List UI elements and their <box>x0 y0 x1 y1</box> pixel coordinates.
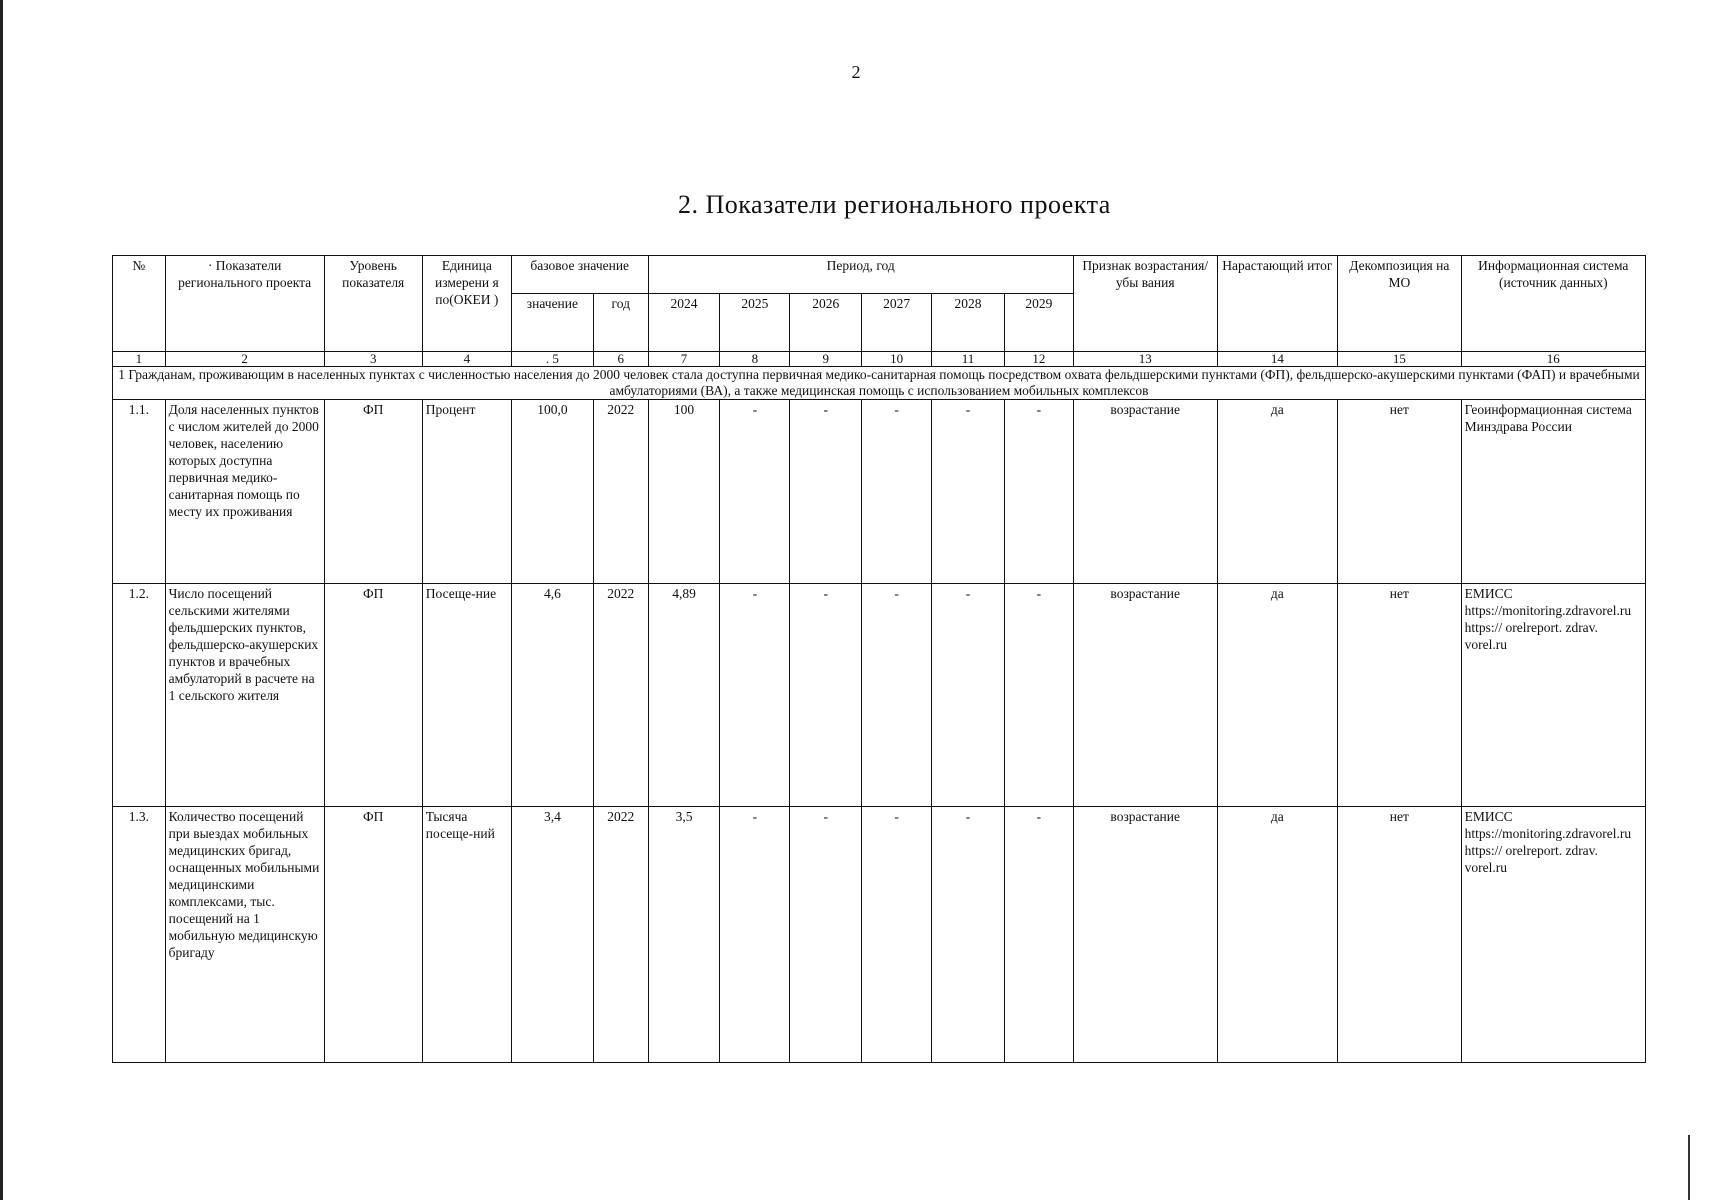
header-decomposition: Декомпозиция на МО <box>1338 256 1462 352</box>
header-level: Уровень показателя <box>324 256 422 352</box>
section-row <box>113 367 1646 400</box>
value-2024: 100 <box>648 400 720 584</box>
header-year-2026: 2026 <box>790 294 862 352</box>
header-year-2025: 2025 <box>720 294 790 352</box>
indicator-unit: Процент <box>422 400 511 584</box>
value-2025: - <box>720 400 790 584</box>
column-number: 9 <box>790 352 862 367</box>
page-title: 2. Показатели регионального проекта <box>678 190 1111 219</box>
column-number: 3 <box>324 352 422 367</box>
value-2029: - <box>1004 400 1073 584</box>
column-number: 12 <box>1004 352 1073 367</box>
column-number: 8 <box>720 352 790 367</box>
indicator-name: Число посещений сельскими жителями фельдшерских пунктов, фельдшерско-акушерских пунктов и врачебных амбулаторий в расчете на 1 сельского жителя <box>165 584 324 807</box>
indicator-name: Доля населенных пунктов с числом жителей до 2000 человек, населению которых доступна первичная медико-санитарная помощь по месту их проживания <box>165 400 324 584</box>
header-unit: Единица измерени я по(ОКЕИ ) <box>422 256 511 352</box>
value-2027: - <box>862 807 932 1063</box>
value-2026: - <box>790 807 862 1063</box>
value-2027: - <box>862 400 932 584</box>
row-number: 1.3. <box>113 807 166 1063</box>
header-year-2028: 2028 <box>932 294 1005 352</box>
base-value: 3,4 <box>511 807 593 1063</box>
column-number: 13 <box>1073 352 1217 367</box>
value-2024: 3,5 <box>648 807 720 1063</box>
info-system: ЕМИСС https://monitoring.zdravorel.ru https:// orelreport. zdrav. vorel.ru <box>1461 584 1645 807</box>
value-2028: - <box>932 584 1005 807</box>
decomposition: нет <box>1338 807 1462 1063</box>
column-number: 16 <box>1461 352 1645 367</box>
indicator-level: ФП <box>324 584 422 807</box>
header-year-2027: 2027 <box>862 294 932 352</box>
header-no: № <box>113 256 166 352</box>
indicator-unit: Посеще-ние <box>422 584 511 807</box>
value-2025: - <box>720 584 790 807</box>
header-base-year: год <box>593 294 648 352</box>
info-system: Геоинформационная система Минздрава России <box>1461 400 1645 584</box>
cumulative-total: да <box>1217 584 1337 807</box>
value-2028: - <box>932 400 1005 584</box>
value-2028: - <box>932 807 1005 1063</box>
value-2025: - <box>720 807 790 1063</box>
base-year: 2022 <box>593 807 648 1063</box>
column-number: 15 <box>1338 352 1462 367</box>
header-info-system: Информационная система (источник данных) <box>1461 256 1645 352</box>
header-base: базовое значение <box>511 256 648 294</box>
header-period: Период, год <box>648 256 1073 294</box>
indicator-level: ФП <box>324 400 422 584</box>
column-number: 14 <box>1217 352 1337 367</box>
growth-sign: возрастание <box>1073 400 1217 584</box>
indicator-unit: Тысяча посеще-ний <box>422 807 511 1063</box>
table-row <box>113 584 1646 807</box>
header-sign: Признак возрастания/убы вания <box>1073 256 1217 352</box>
header-year-2024: 2024 <box>648 294 720 352</box>
table-row <box>113 400 1646 584</box>
base-value: 100,0 <box>511 400 593 584</box>
page-number: 2 <box>851 62 861 82</box>
value-2029: - <box>1004 807 1073 1063</box>
growth-sign: возрастание <box>1073 807 1217 1063</box>
base-value: 4,6 <box>511 584 593 807</box>
growth-sign: возрастание <box>1073 584 1217 807</box>
column-number: 6 <box>593 352 648 367</box>
base-year: 2022 <box>593 584 648 807</box>
column-number: 11 <box>932 352 1005 367</box>
indicator-name: Количество посещений при выездах мобильных медицинских бригад, оснащенных мобильными медицинскими комплексами, тыс. посещений на 1 мобильную медицинскую бригаду <box>165 807 324 1063</box>
value-2029: - <box>1004 584 1073 807</box>
column-number-row <box>113 352 1646 367</box>
header-indicator: · Показатели регионального проекта <box>165 256 324 352</box>
column-number: 10 <box>862 352 932 367</box>
value-2027: - <box>862 584 932 807</box>
column-number: . 5 <box>511 352 593 367</box>
header-year-2029: 2029 <box>1004 294 1073 352</box>
indicator-level: ФП <box>324 807 422 1063</box>
base-year: 2022 <box>593 400 648 584</box>
value-2026: - <box>790 400 862 584</box>
column-number: 7 <box>648 352 720 367</box>
decomposition: нет <box>1338 584 1462 807</box>
indicators-table <box>112 255 1646 1063</box>
column-number: 1 <box>113 352 166 367</box>
column-number: 4 <box>422 352 511 367</box>
header-base-value: значение <box>511 294 593 352</box>
row-number: 1.2. <box>113 584 166 807</box>
table-row <box>113 807 1646 1063</box>
decomposition: нет <box>1338 400 1462 584</box>
row-number: 1.1. <box>113 400 166 584</box>
info-system: ЕМИСС https://monitoring.zdravorel.ru https:// orelreport. zdrav. vorel.ru <box>1461 807 1645 1063</box>
value-2026: - <box>790 584 862 807</box>
section-title: 1 Гражданам, проживающим в населенных пунктах с численностью населения до 2000 человек стала доступна первичная медико-санитарная помощь посредством охвата фельдшерскими пунктами (ФП), фельдшерско-акушерскими пунктами (ФАП) и врачебными амбулаториями (ВА), а также медицинская помощь с использованием мобильных комплексов <box>113 367 1646 400</box>
cumulative-total: да <box>1217 807 1337 1063</box>
column-number: 2 <box>165 352 324 367</box>
page-edge-line <box>0 0 3 1200</box>
page-corner-line <box>1688 1135 1690 1200</box>
value-2024: 4,89 <box>648 584 720 807</box>
header-cumulative: Нарастающий итог <box>1217 256 1337 352</box>
cumulative-total: да <box>1217 400 1337 584</box>
